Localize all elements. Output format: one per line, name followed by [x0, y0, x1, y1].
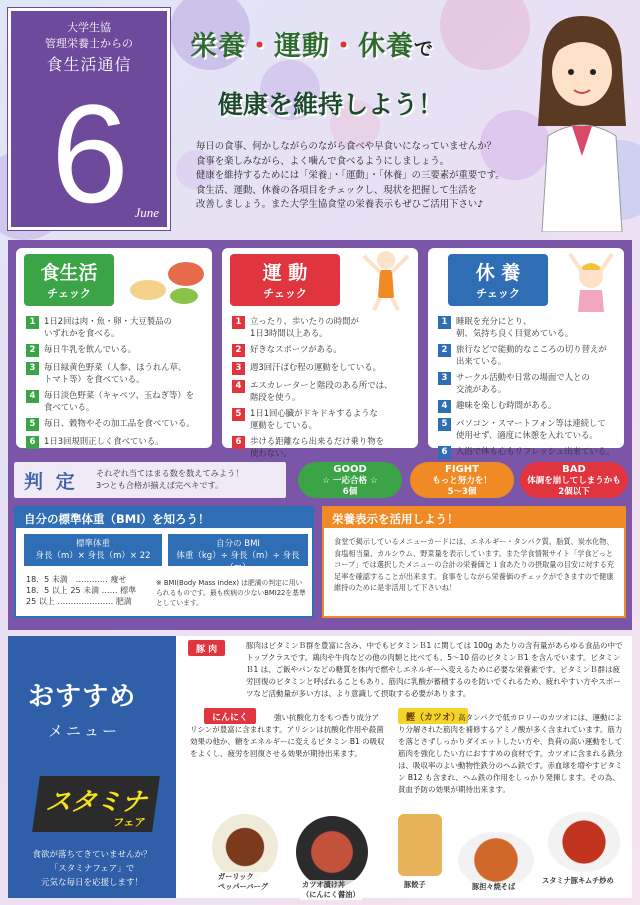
- list-item: [26, 418, 204, 431]
- exercise-check-list: [232, 316, 410, 464]
- list-item: [26, 436, 204, 449]
- month-number: 6: [51, 75, 129, 232]
- item-number: 5: [232, 408, 245, 421]
- item-number: 3: [232, 362, 245, 375]
- item-text: 趣味を楽しむ時間がある。: [456, 400, 557, 410]
- good-label: GOOD: [333, 464, 367, 475]
- nutrition-title: 栄養表示を活用しよう！: [324, 508, 624, 528]
- item-number: 5: [26, 418, 39, 431]
- judgement-desc: それぞれ当てはまる数を数えてみよう！ 3つとも合格が揃えば完ペキです。: [96, 468, 244, 490]
- headline-suffix: で: [414, 38, 435, 60]
- item-text: 毎日、穀物やその加工品を食べている。: [44, 418, 195, 428]
- item-number: 1: [438, 316, 451, 329]
- item-text: サークル活動や日常の場面で人との 交流がある。: [456, 372, 590, 394]
- item-text: 毎日淡色野菜（キャベツ、玉ねぎ等）を 食べている。: [44, 390, 195, 412]
- food-illustration: [126, 252, 208, 308]
- standard-weight-formula: [24, 534, 162, 566]
- item-text: 入浴で体も心もリフレッシュ出来ている。: [456, 446, 615, 456]
- dish-label: 豚担々焼そば: [472, 882, 516, 891]
- judgement-box: [14, 462, 286, 498]
- item-number: 1: [26, 316, 39, 329]
- list-item: [26, 390, 204, 413]
- rest-title: 休 養: [475, 262, 521, 284]
- list-item: [232, 344, 410, 357]
- food-check-card: [16, 248, 212, 448]
- item-number: 6: [232, 436, 245, 449]
- fair-title: スタミナ: [44, 787, 149, 816]
- fight-count: 5～3個: [447, 487, 477, 497]
- exercise-sub: チェック: [263, 287, 307, 300]
- list-item: [438, 316, 616, 339]
- bmi-label: 痩せ: [110, 575, 127, 584]
- bmi-row: [26, 585, 136, 596]
- pork-gyoza-image: [398, 814, 442, 876]
- item-text: 歩ける距離なら出来るだけ乗り物を 使わない。: [250, 436, 384, 458]
- list-item: [232, 436, 410, 459]
- item-text: パソコン・スマートフォン等は連続して 使用せず、適度に休憩を入れている。: [456, 418, 606, 440]
- month-badge: [8, 8, 170, 230]
- item-number: 6: [26, 436, 39, 449]
- org-line1: 大学生協: [67, 21, 111, 34]
- pork-tag: 豚 肉: [188, 640, 225, 656]
- bmi-note: ※ BMI(Body Mass Index) は肥満の判定に用いられるものです。最も疾病の少ないBMI22を基準としています。: [156, 579, 306, 607]
- recommend-side-text: 食欲が落ちてきていませんか？ 「スタミナフェア」で 元気な毎日を応援します！: [32, 850, 152, 888]
- item-text: エスカレーターと階段のある所では、 階段を使う。: [250, 380, 393, 402]
- fight-desc: もっと努力を！: [432, 476, 492, 486]
- headline-line1: [190, 24, 490, 63]
- item-text: 1日3回規則正しく食べている。: [44, 436, 164, 446]
- stamina-kimchi-image: [548, 812, 620, 872]
- dish-label: カツオ漬け丼 （にんにく醤油）: [302, 880, 360, 899]
- yoga-illustration: [358, 248, 414, 312]
- item-number: 4: [26, 390, 39, 403]
- good-badge: [298, 462, 402, 498]
- newsletter-title: 食生活通信: [46, 55, 132, 74]
- bmi-range: 25 以上 …………………: [26, 597, 114, 606]
- formula1-title: 標準体重: [75, 539, 110, 549]
- intro-line: 食生活、運動、休養の各項目をチェックし、現状を把握して生活を: [196, 184, 477, 196]
- bmi-label: 肥満: [115, 597, 132, 606]
- list-item: [438, 446, 616, 459]
- item-text: 週3回汗ばむ程の運動をしている。: [250, 362, 381, 372]
- list-item: [26, 316, 204, 339]
- headline-dot: ・: [330, 31, 358, 62]
- bonito-tag: 鰹（カツオ）: [398, 708, 468, 724]
- item-text: 睡眠を充分にとり、 朝、気持ち良く目覚めている。: [456, 316, 574, 338]
- fight-label: FIGHT: [445, 464, 479, 475]
- recommend-title1: おすすめ: [28, 682, 137, 712]
- bmi-box: [14, 506, 314, 618]
- stretch-illustration: [562, 250, 620, 312]
- formula1: 身長（m）× 身長（m）× 22: [35, 551, 151, 561]
- item-text: 好きなスポーツがある。: [250, 344, 342, 354]
- item-number: 4: [438, 400, 451, 413]
- item-number: 6: [438, 446, 451, 459]
- list-item: [26, 344, 204, 357]
- item-number: 5: [438, 418, 451, 431]
- judgement-title: 判 定: [24, 471, 78, 493]
- good-desc: ☆ 一応合格 ☆: [322, 476, 378, 486]
- fair-sub: フェア: [112, 816, 147, 829]
- formula2-title: 自分の BMI: [216, 539, 260, 549]
- nutrition-body: 食堂で掲示しているメニューカードには、エネルギー・タンパク質、脂質、炭水化物、食塩相当量、カルシウム、野菜量を表示しています。また学食情報サイト「学食どっとコープ」では選択したメニューの合計の栄養価と１食あたりの摂取量の目安に対する充足率を確認することが出来ます。食事をしながら栄養価のチェックができますので健康維持のために是非活用して下さいね！: [334, 537, 614, 592]
- headline-line2: 健康を維持しよう！: [218, 90, 444, 119]
- pork-text: 豚肉はビタミンＢ群を豊富に含み、中でもビタミンＢ1 に関しては 100g あたりの含有量があらゆる食品の中でトップクラスです。鶏肉や牛肉などの他の肉類と比べても、5～10 倍のビタミンＢ1 を含んでいます。ビタミンＢ1 は、ご飯やパンなどの糖質を体内で燃やしエネルギーへ変えるために必要な栄養素です。ビタミンＢ群は疲労回復のビタミンと呼ばれることもあり、筋肉に乳酸が蓄積するのを防いでくれるため、疲れやすい方やスポーツなど活動量が多い方は、より意識して摂取する必要があります。: [246, 641, 623, 698]
- intro-line: 健康を維持するためには「栄養」・「運動」・「休養」の三要素が重要です。: [196, 170, 505, 181]
- dish-label: スタミナ豚キムチ炒め: [542, 876, 614, 885]
- bmi-row: [26, 596, 136, 607]
- nutrition-label-box: [322, 506, 626, 618]
- list-item: [232, 380, 410, 403]
- bmi-formula: [168, 534, 308, 573]
- list-item: [232, 408, 410, 431]
- garlic-text: 強い抗酸化力をもつ香り成分アリシンが豊富に含まれます。アリシンは抗酸化作用や殺菌効果の他か、糖をエネルギーに変えるビタミン B1 の吸収をよくし、疲労を回復させる効果が期待出来ます。: [190, 713, 385, 758]
- item-text: 立ったり、歩いたりの時間が 1日3時間以上ある。: [250, 316, 359, 338]
- tantan-yakisoba-image: [458, 832, 534, 888]
- item-number: 4: [232, 380, 245, 393]
- item-number: 2: [232, 344, 245, 357]
- food-title: 食生活: [40, 262, 98, 284]
- headline-nutrition: 栄養: [190, 31, 246, 62]
- list-item: [438, 400, 616, 413]
- headline-rest: 休養: [358, 31, 414, 62]
- list-item: [438, 344, 616, 367]
- item-number: 3: [438, 372, 451, 385]
- headline-dot: ・: [246, 31, 274, 62]
- nutritionist-illustration: [522, 6, 640, 232]
- recommend-sidebar: [8, 636, 176, 898]
- list-item: [232, 316, 410, 339]
- item-text: 毎日牛乳を飲んでいる。: [44, 344, 137, 354]
- intro-text: [196, 140, 526, 213]
- item-number: 1: [232, 316, 245, 329]
- item-number: 2: [438, 344, 451, 357]
- bmi-ranges: [26, 574, 136, 607]
- item-text: 毎日緑黄色野菜（人参、ほうれん草、 トマト等）を食べている。: [44, 362, 187, 384]
- headline-exercise: 運動: [274, 31, 330, 62]
- headline: [190, 24, 490, 121]
- bad-badge: [520, 462, 628, 498]
- intro-line: 食事を楽しみながら、よく噛んで食べるようにしましょう。: [196, 155, 450, 167]
- bmi-label: 標準: [120, 586, 137, 595]
- bmi-title: 自分の標準体重（BMI）を知ろう！: [16, 508, 312, 528]
- bad-label: BAD: [562, 464, 586, 475]
- item-text: 1日2回は肉・魚・卵・大豆製品の いずれかを食べる。: [44, 316, 172, 338]
- item-number: 2: [26, 344, 39, 357]
- rest-check-list: [438, 316, 616, 464]
- list-item: [438, 418, 616, 441]
- rest-sub: チェック: [476, 287, 520, 300]
- bmi-range: 18．5 以上 25 未満 ……: [26, 586, 118, 595]
- exercise-check-title: [230, 254, 340, 306]
- bonito-text: 高タンパクで低カロリーのカツオには、運動により分解された筋肉を補修するアミノ酸が多く含まれています。筋力を落とさずしっかりダイエットしたい方や、負荷の高い運動をして筋肉を強化したい方におすすめの食材です。カツオに含まれる鉄分は、吸収率のよい動物性鉄分のヘム鉄です。赤血球を増やすビタミン B12 も含まれ、ヘム鉄の作用をしっかり発揮します。その為、貧血予防の効果が期待出来ます。: [398, 713, 623, 794]
- bad-count: 2個以下: [558, 487, 590, 497]
- list-item: [438, 372, 616, 395]
- food-check-list: [26, 316, 204, 454]
- recommend-title2: メニュー: [48, 722, 121, 740]
- bad-desc: 体調を崩してしまうかも: [527, 476, 621, 486]
- rest-check-title: [448, 254, 548, 306]
- list-item: [26, 362, 204, 385]
- formula2: 体重（kg）÷ 身長（m）÷ 身長（m）: [176, 551, 300, 573]
- month-english: June: [134, 205, 159, 220]
- list-item: [232, 362, 410, 375]
- food-sub: チェック: [47, 287, 91, 300]
- org-line2: 管理栄養士からの: [45, 37, 133, 50]
- exercise-check-card: [222, 248, 418, 458]
- bmi-row: [26, 574, 136, 585]
- fight-badge: [410, 462, 514, 498]
- good-count: 6個: [342, 487, 358, 497]
- bmi-range: 18．5 未満 …………: [26, 575, 108, 584]
- item-number: 3: [26, 362, 39, 375]
- garlic-pepper-burg-image: [212, 814, 278, 880]
- dish-label: 豚餃子: [404, 880, 426, 889]
- rest-check-card: [428, 248, 624, 457]
- dish-label: ガーリック ペッパーバーグ: [218, 872, 268, 891]
- intro-line: 改善しましょう。また大学生協食堂の栄養表示もぜひご活用下さい♪: [196, 199, 484, 210]
- bonito-bowl-image: [296, 816, 368, 888]
- food-check-title: [24, 254, 114, 306]
- item-text: 旅行などで能動的なこころの切り替えが 出来ている。: [456, 344, 607, 366]
- recommend-main: [176, 636, 632, 898]
- intro-line: 毎日の食事、何かしながらのながら食べや早食いになっていませんか？: [196, 141, 497, 152]
- garlic-tag: にんにく: [204, 708, 256, 724]
- exercise-title: 運 動: [262, 262, 308, 284]
- item-text: 1日1回心臓がドキドキするような 運動をしている。: [250, 408, 378, 430]
- stamina-fair-logo: [32, 776, 160, 832]
